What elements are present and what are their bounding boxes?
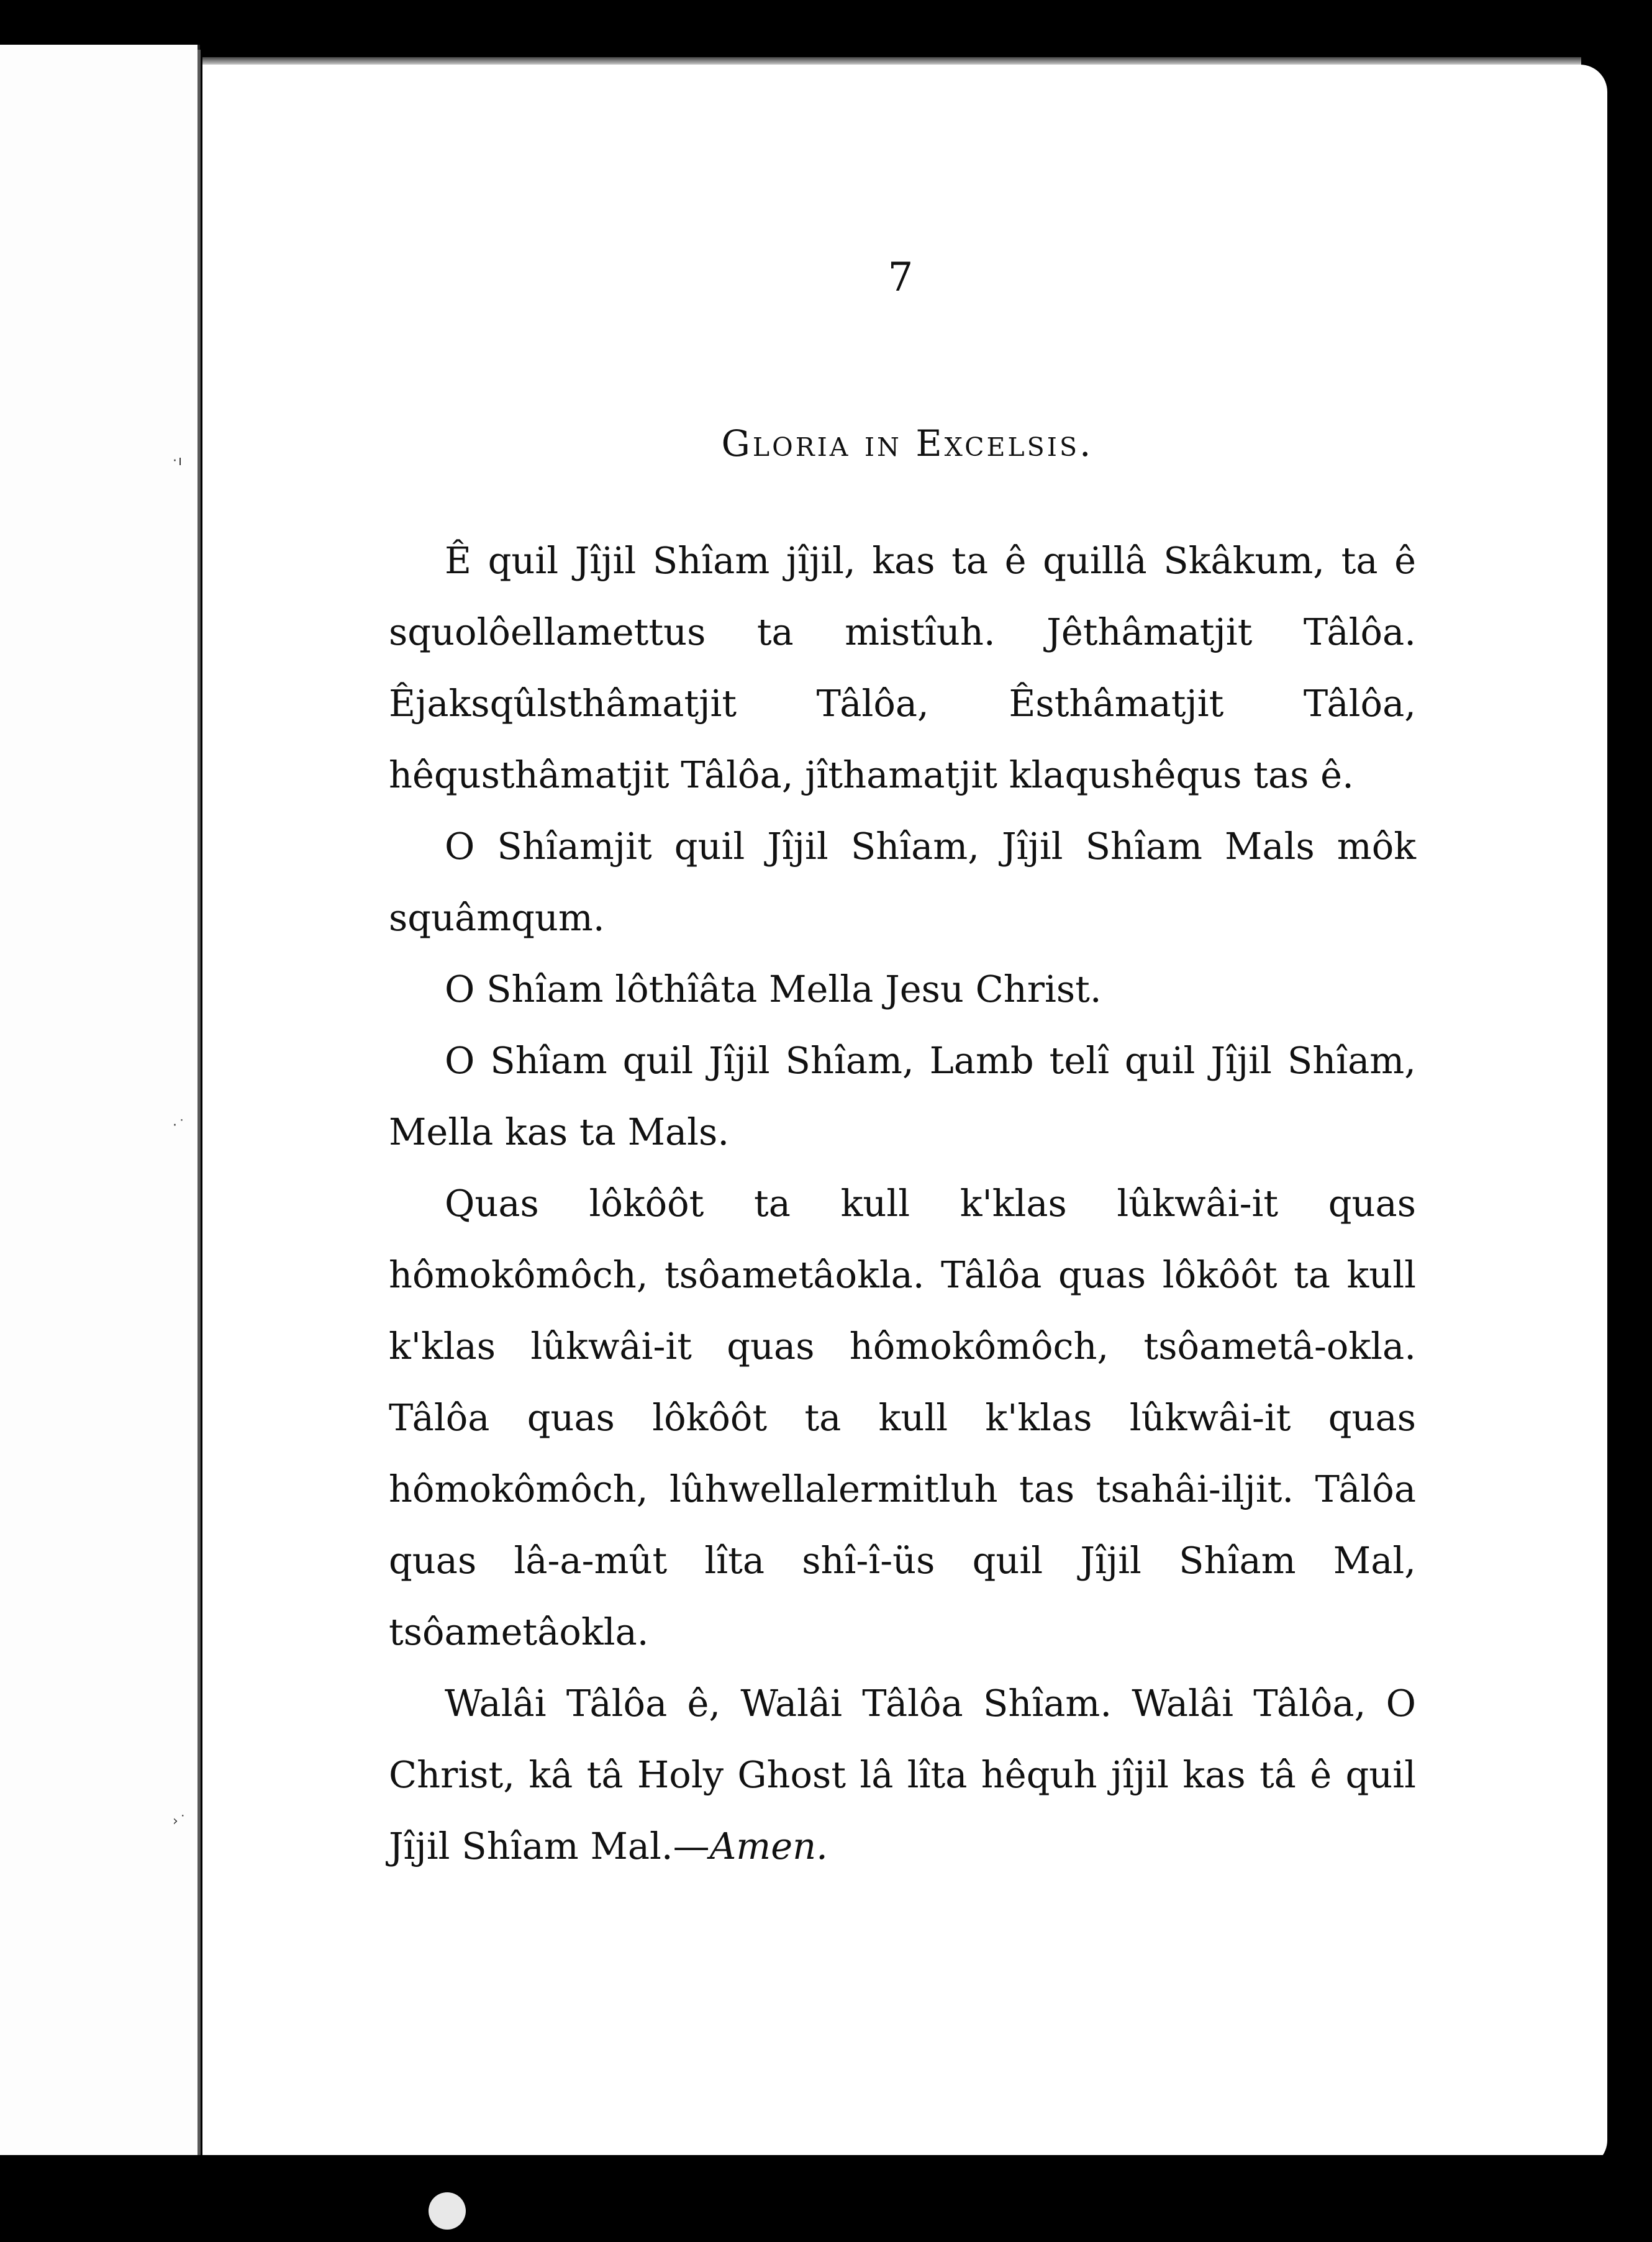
paragraph-5: Quas lôkôôt ta kull k'klas lûkwâi-it quas hômokômôch, tsôametâokla. Tâlôa quas lôkôôt ta kull k'klas lûkwâi-it quas hômokômôch, tsôametâ-okla. Tâlôa quas lôkôôt ta kull k'klas lûkwâi-it quas hômokômôch, lûhwellalermitluh tas tsahâi-iljit. Tâlôa quas lâ-a-mût lîta shî-î-üs quil Jîjil Shîam Mal, tsôametâokla. [389,1182,1416,1653]
margin-mark-3: ›˙ [173,1813,188,1829]
paragraph-6 [389,1668,1416,1882]
paragraph-3: O Shîam lôthîâta Mella Jesu Christ. [445,968,1102,1010]
amen-word: Amen. [709,1825,828,1868]
paragraph-1: Ê quil Jîjil Shîam jîjil, kas ta ê quillâ Skâkum, ta ê squolôellamettus ta mistîuh. Jêthâmatjit Tâlôa. Êjaksqûlsthâmatjit Tâlôa, Êsthâmatjit Tâlôa, hêqusthâmatjit Tâlôa, jîthamatjit klaqushêqus tas ê. [389,539,1416,796]
section-heading: Gloria in Excelsis. [721,422,1094,465]
left-page-edge [0,45,200,2167]
margin-mark-2: ·˙ [173,1118,186,1133]
scan-blot [429,2192,466,2230]
paragraph-4: O Shîam quil Jîjil Shîam, Lamb telî quil Jîjil Shîam, Mella kas ta Mals. [389,1039,1416,1153]
paragraph-6-text: Walâi Tâlôa ê, Walâi Tâlôa Shîam. Walâi Tâlôa, O Christ, kâ tâ Holy Ghost lâ lîta hêquh jîjil kas tâ ê quil Jîjil Shîam Mal.— [389,1682,1416,1868]
book-gutter [197,50,201,2161]
paragraph-2: O Shîamjit quil Jîjil Shîam, Jîjil Shîam Mals môk squâmqum. [389,825,1416,939]
margin-mark-1: ·ı [173,453,184,469]
scan-bottom-edge [0,2155,1652,2242]
body-text [389,525,1416,1882]
page-number: 7 [887,255,914,301]
